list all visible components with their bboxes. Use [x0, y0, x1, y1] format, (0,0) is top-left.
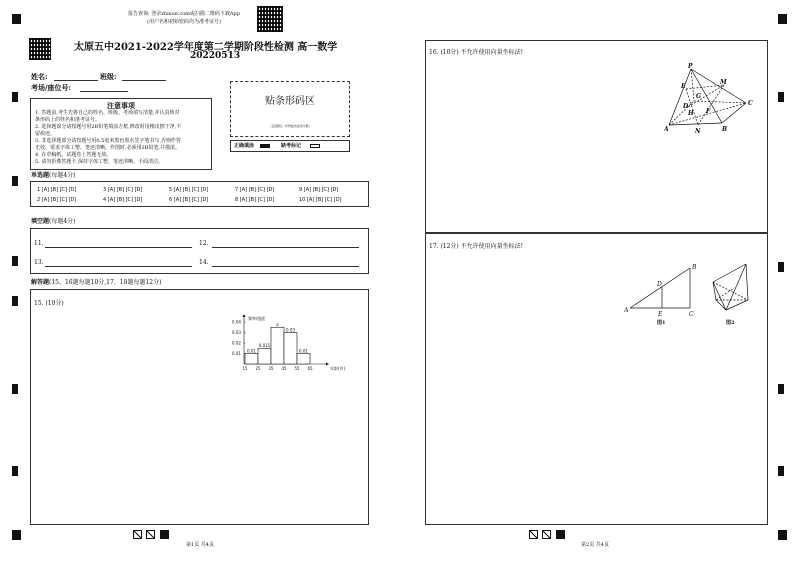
barcode-area — [230, 81, 350, 137]
note-line: 5. 请勿折叠答题卡,保持字体工整、笔迹清晰、卡面清洁。 — [35, 159, 163, 165]
mc-option-row[interactable]: 6 [A] [B] [C] [D] — [169, 197, 209, 203]
solve-title: 解答题 — [31, 279, 50, 286]
note-line: 1. 答题前,考生先将自己的姓名、班级、考场填写清楚,并认真核对 — [35, 110, 180, 116]
class-label: 班级: — [100, 72, 117, 81]
y-tick-label: 0.03 — [232, 330, 241, 335]
barcode-note: (正面朝上,切勿贴出虚线方框) — [270, 124, 310, 128]
filled-sample-icon — [260, 144, 270, 148]
side-mark — [778, 466, 784, 476]
page-marker — [542, 530, 551, 539]
student-qr-code — [29, 38, 51, 60]
x-tick-label: 65 — [307, 366, 313, 371]
mc-option-row[interactable]: 9 [A] [B] [C] [D] — [299, 187, 339, 193]
corner-mark — [778, 14, 787, 24]
bar-value-label: 0.01 — [299, 348, 308, 354]
histogram-bar — [284, 333, 297, 365]
notes-title: 注意事项 — [107, 101, 135, 110]
q17-label: 17. (12分) 不允许使用向量坐标法! — [429, 243, 524, 250]
fill-note: (每题4分) — [49, 218, 76, 225]
exam-title: 太原五中2021-2022学年度第二学期阶段性检测 高一数学 — [74, 42, 338, 53]
pyramid-vertex-label: H — [688, 110, 694, 117]
pyramid-vertex-label: B — [722, 126, 728, 133]
pyramid-vertex-label: F — [706, 108, 711, 115]
age-histogram — [226, 312, 356, 376]
blank-label-13: 13. — [34, 259, 44, 266]
pyramid-vertex-label: P — [688, 63, 693, 70]
absent-label: 缺考标记 — [281, 143, 302, 149]
exam-date: 20220513 — [190, 51, 241, 61]
seat-label: 考场/座位号: — [31, 83, 72, 92]
side-mark — [12, 176, 18, 186]
name-field[interactable] — [54, 80, 98, 81]
side-mark — [778, 384, 784, 394]
app-qr-code — [257, 6, 283, 32]
x-tick-label: 15 — [242, 366, 248, 371]
page-marker — [160, 530, 169, 539]
fill-sample-box — [230, 140, 350, 152]
histogram-bar — [297, 354, 310, 365]
solve-header — [31, 279, 161, 287]
q15-label: 15. (10分) — [34, 300, 64, 307]
triangle-vertex-label: E — [658, 311, 663, 318]
pyramid-figure — [664, 63, 756, 135]
mc-option-row[interactable]: 4 [A] [B] [C] [D] — [103, 197, 143, 203]
triangle-vertex-label: A — [624, 307, 629, 314]
bar-value-label: a — [276, 322, 279, 328]
mc-option-row[interactable]: 2 [A] [B] [C] [D] — [37, 197, 77, 203]
bar-value-label: 0.03 — [286, 327, 295, 333]
page-marker — [529, 530, 538, 539]
side-mark — [12, 256, 18, 266]
fill-title: 填空题 — [31, 218, 50, 225]
mc-box — [30, 181, 369, 207]
x-axis-arrow — [326, 363, 329, 366]
seat-field[interactable] — [80, 91, 128, 92]
side-mark — [12, 92, 18, 102]
mc-option-row[interactable]: 3 [A] [B] [C] [D] — [103, 187, 143, 193]
page2-footer: 第2页 共4页 — [581, 542, 609, 548]
mc-option-row[interactable]: 7 [A] [B] [C] [D] — [235, 187, 275, 193]
barcode-label: 贴条形码区 — [265, 96, 315, 107]
page1-footer: 第1页 共4页 — [186, 542, 214, 548]
x-tick-label: 35 — [268, 366, 274, 371]
report-notice-line2: (用户名和初始密码均为准考证号) — [147, 19, 221, 25]
blank-answer-12[interactable] — [212, 247, 359, 248]
x-tick-label: 55 — [294, 366, 300, 371]
mc-option-row[interactable]: 8 [A] [B] [C] [D] — [235, 197, 275, 203]
blank-label-14: 14. — [199, 259, 209, 266]
y-tick-label: 0.02 — [232, 340, 241, 346]
bar-value-label: 0.01 — [247, 348, 256, 354]
corner-mark — [778, 530, 787, 540]
mc-option-row[interactable]: 5 [A] [B] [C] [D] — [169, 187, 209, 193]
side-mark — [778, 262, 784, 272]
page-marker — [133, 530, 142, 539]
fill-box — [30, 228, 369, 274]
x-axis-label: 年龄(岁) — [330, 366, 346, 371]
blank-label-11: 11. — [34, 240, 44, 247]
mc-header — [31, 172, 76, 180]
histogram-bar — [258, 348, 271, 364]
note-line: 留痕迹。 — [35, 131, 56, 137]
note-line: 4. 在草稿纸、试题卷上答题无效。 — [35, 152, 112, 158]
side-mark — [12, 466, 18, 476]
q16-label: 16. (10分) 不允许使用向量坐标法! — [429, 49, 524, 56]
fill-header — [31, 218, 76, 226]
solve-note: (15、16题每题10分,17、18题每题12分) — [49, 279, 162, 286]
pyramid-vertex-label: M — [720, 79, 727, 86]
note-line: 2. 选择题部分请按题号用2B铅笔填涂方框,修改时用橡皮擦干净,不 — [35, 124, 182, 130]
corner-mark — [12, 530, 21, 540]
histogram-bar — [245, 354, 258, 365]
page-marker — [556, 530, 565, 539]
side-mark — [12, 384, 18, 394]
side-mark — [12, 296, 18, 306]
mc-option-row[interactable]: 1 [A] [B] [C] [D] — [37, 187, 77, 193]
pyramid-vertex-label: A — [664, 126, 669, 133]
page-marker — [146, 530, 155, 539]
note-line: 条形码上的姓名和准考证号。 — [35, 117, 101, 123]
histogram-bar — [271, 327, 284, 364]
figure-1-label: 图1 — [657, 320, 666, 326]
triangle-vertex-label: B — [692, 264, 697, 271]
blank-answer-13[interactable] — [45, 266, 192, 267]
triangle-vertex-label: C — [689, 311, 694, 318]
figure-2-label: 图2 — [726, 320, 735, 326]
absent-checkbox[interactable] — [310, 144, 320, 148]
side-mark — [778, 92, 784, 102]
x-tick-label: 25 — [255, 366, 261, 371]
y-tick-label: 0.04 — [232, 319, 241, 325]
mc-title: 单选题 — [31, 172, 50, 179]
blank-answer-14[interactable] — [212, 266, 359, 267]
pyramid-vertex-label: D — [683, 103, 689, 110]
report-notice-line1: 报告查询: 登录zhixue.com或扫描二维码下载App — [128, 11, 240, 17]
pyramid-vertex-label: E — [681, 83, 686, 90]
fill-sample-label: 正确填涂 — [234, 143, 255, 149]
triangle-figure-1 — [624, 262, 704, 318]
blank-label-12: 12. — [199, 240, 209, 247]
mc-note: (每题4分) — [49, 172, 76, 179]
y-tick-label: 0.01 — [232, 351, 241, 356]
triangle-vertex-label: D — [657, 281, 662, 288]
pyramid-vertex-label: C — [748, 100, 753, 107]
blank-answer-11[interactable] — [45, 247, 192, 248]
name-label: 姓名: — [31, 72, 48, 81]
x-tick-label: 45 — [281, 366, 287, 371]
note-line: 3. 非选择题部分请按题号用0.5毫米黑色墨水签字笔书写,否则作答 — [35, 138, 181, 144]
notes-box — [30, 98, 212, 170]
pyramid-vertex-label: G — [696, 93, 702, 100]
mc-option-row[interactable]: 10 [A] [B] [C] [D] — [299, 197, 342, 203]
bar-value-label: 0.015 — [258, 343, 271, 349]
tetrahedron-figure-2 — [704, 258, 756, 318]
y-axis-label: 频率/组距 — [248, 316, 266, 321]
class-field[interactable] — [122, 80, 166, 81]
note-line: 无效。要求字体工整、笔迹清晰。作图时,必须用2B铅笔,并描浓。 — [35, 145, 181, 151]
corner-mark — [12, 14, 21, 24]
pyramid-vertex-label: N — [695, 128, 701, 135]
y-axis-arrow — [243, 314, 246, 317]
